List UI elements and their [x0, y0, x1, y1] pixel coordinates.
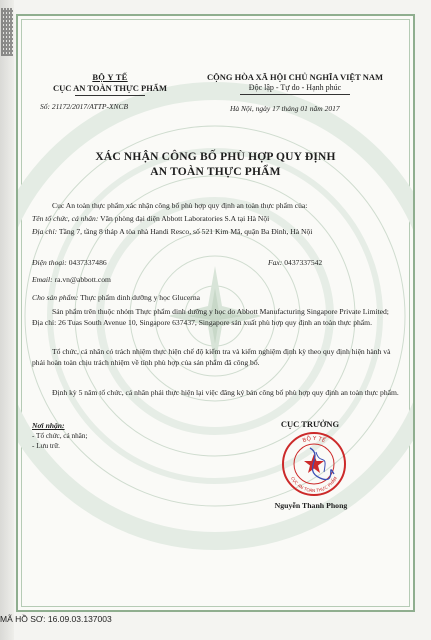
- agency-name: CỤC AN TOÀN THỰC PHẨM: [53, 83, 167, 93]
- ministry-name: BỘ Y TẾ: [92, 72, 128, 82]
- email-value: ra.vn@abbott.com: [54, 275, 111, 284]
- recipient-item: - Lưu trữ.: [32, 442, 60, 450]
- seal-top-text: BỘ Y TẾ: [301, 435, 327, 445]
- fax-value: 0437337542: [284, 258, 323, 267]
- address-line: [32, 227, 401, 238]
- organization-line: [32, 214, 401, 225]
- signatory-title: CỤC TRƯỞNG: [280, 419, 340, 429]
- organization-label: Tên tổ chức, cá nhân:: [32, 214, 99, 223]
- recipients-heading: Nơi nhận:: [32, 421, 65, 430]
- phone-label: Điện thoại:: [32, 258, 67, 267]
- organization-value: Văn phòng đại diện Abbott Laboratories S.A tại Hà Nội: [100, 214, 270, 223]
- signer-name: Nguyễn Thanh Phong: [274, 501, 348, 510]
- phone-value: 0437337486: [68, 258, 107, 267]
- scan-edge: [0, 0, 14, 640]
- product-value: Thực phẩm dinh dưỡng y học Glucerna: [80, 293, 200, 302]
- official-seal-icon: [280, 430, 348, 498]
- document-title: XÁC NHẬN CÔNG BỐ PHÙ HỢP QUY ĐỊNH: [95, 151, 336, 163]
- dossier-code: MÃ HỒ SƠ: 16.09.03.137003: [0, 614, 112, 624]
- email-line: [32, 275, 401, 286]
- national-motto: Độc lập - Tự do - Hạnh phúc: [248, 83, 342, 92]
- nation-name: CỘNG HÒA XÃ HỘI CHỦ NGHĨA VIỆT NAM: [206, 72, 384, 82]
- recipient-item: - Tổ chức, cá nhân;: [32, 432, 88, 440]
- svg-text:BỘ Y TẾ: [302, 435, 327, 444]
- national-header: [192, 72, 398, 95]
- producer-paragraph: Sản phẩm trên thuộc nhóm Thực phẩm dinh dưỡng y học do Abbott Manufacturing Singapore Private Limited; Địa chỉ: 26 Tuas South Avenue 10, Singapore 637437, Singapore sản xuất phù hợp quy định an toàn thực phẩm.: [32, 307, 389, 327]
- product-line: [32, 293, 401, 304]
- divider: [75, 95, 145, 96]
- intro-line: Cục An toàn thực phẩm xác nhận công bố phù hợp quy định an toàn thực phẩm của:: [52, 201, 308, 210]
- seal-bottom-text: CỤC AN TOÀN THỰC PHẨM: [289, 475, 339, 494]
- renewal-paragraph: Định kỳ 5 năm tổ chức, cá nhân phải thực hiện lại việc đăng ký bản công bố phù hợp quy định an toàn thực phẩm.: [52, 388, 399, 397]
- fax-line: [268, 258, 398, 269]
- issue-date: Hà Nội, ngày 17 tháng 01 năm 2017: [230, 104, 340, 113]
- document-subtitle: AN TOÀN THỰC PHẨM: [150, 166, 281, 178]
- certificate-content: [18, 16, 413, 610]
- divider: [240, 94, 350, 95]
- document-number: Số: 21172/2017/ATTP-XNCB: [40, 102, 129, 111]
- issuing-agency-block: [30, 72, 190, 96]
- email-label: Email:: [32, 275, 53, 284]
- certificate-sheet: [16, 14, 415, 612]
- responsibility-paragraph: Tổ chức, cá nhân có trách nhiệm thực hiện chế độ kiểm tra và kiểm nghiệm định kỳ theo quy định hiện hành và phải hoàn toàn chịu trách nhiệm về tính phù hợp của sản phẩm đã công bố.: [32, 347, 391, 367]
- product-label: Cho sản phẩm:: [32, 293, 79, 302]
- qr-code-icon: [1, 8, 13, 56]
- fax-label: Fax:: [268, 258, 283, 267]
- address-value: Tầng 7, tầng 8 tháp A tòa nhà Handi Resco, số 521 Kim Mã, quận Ba Đình, Hà Nội: [58, 227, 313, 236]
- address-label: Địa chỉ:: [32, 227, 58, 236]
